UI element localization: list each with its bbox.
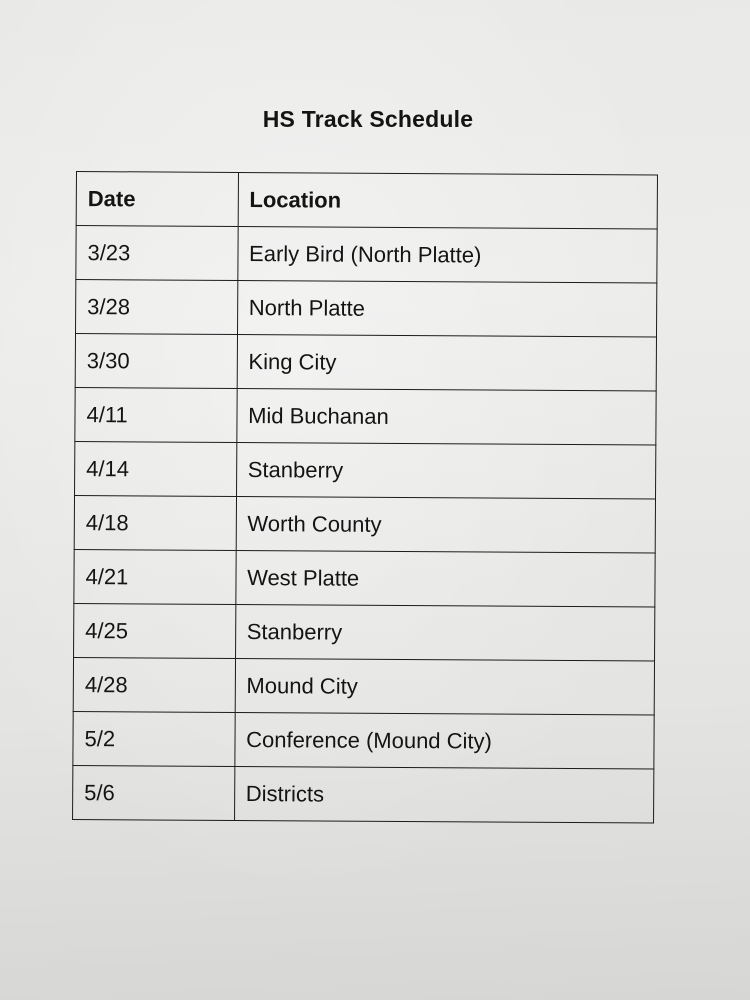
location-cell: Stanberry	[235, 604, 655, 661]
location-cell: North Platte	[237, 280, 657, 337]
table-row	[73, 765, 654, 823]
table-row	[73, 657, 654, 715]
table-row	[76, 226, 657, 284]
location-cell: Conference (Mound City)	[234, 712, 654, 769]
date-cell: 5/6	[73, 765, 235, 820]
table-row	[76, 280, 657, 338]
location-cell: Districts	[234, 766, 654, 823]
location-cell: King City	[237, 334, 657, 391]
date-cell: 4/21	[74, 549, 236, 604]
header-location: Location	[238, 172, 658, 229]
location-cell: Worth County	[236, 496, 656, 553]
date-cell: 3/30	[75, 334, 237, 389]
location-cell: Mound City	[235, 658, 655, 715]
table-row	[74, 549, 655, 607]
location-cell: Mid Buchanan	[236, 388, 656, 445]
location-cell: West Platte	[235, 550, 655, 607]
date-cell: 4/11	[75, 387, 237, 442]
date-cell: 4/18	[74, 495, 236, 550]
date-cell: 3/28	[76, 280, 238, 335]
table-row	[75, 441, 656, 499]
date-cell: 4/28	[73, 657, 235, 712]
table-row	[75, 387, 656, 445]
date-cell: 5/2	[73, 711, 235, 766]
schedule-table	[72, 171, 658, 824]
location-cell: Early Bird (North Platte)	[237, 226, 657, 283]
document-title: HS Track Schedule	[262, 106, 474, 132]
table-row	[75, 334, 656, 392]
table-row	[73, 711, 654, 769]
header-row	[76, 172, 657, 230]
date-cell: 3/23	[76, 226, 238, 281]
table-row	[74, 495, 655, 553]
date-cell: 4/25	[74, 603, 236, 658]
location-cell: Stanberry	[236, 442, 656, 499]
header-date: Date	[76, 172, 238, 227]
table-row	[74, 603, 655, 661]
date-cell: 4/14	[75, 441, 237, 496]
